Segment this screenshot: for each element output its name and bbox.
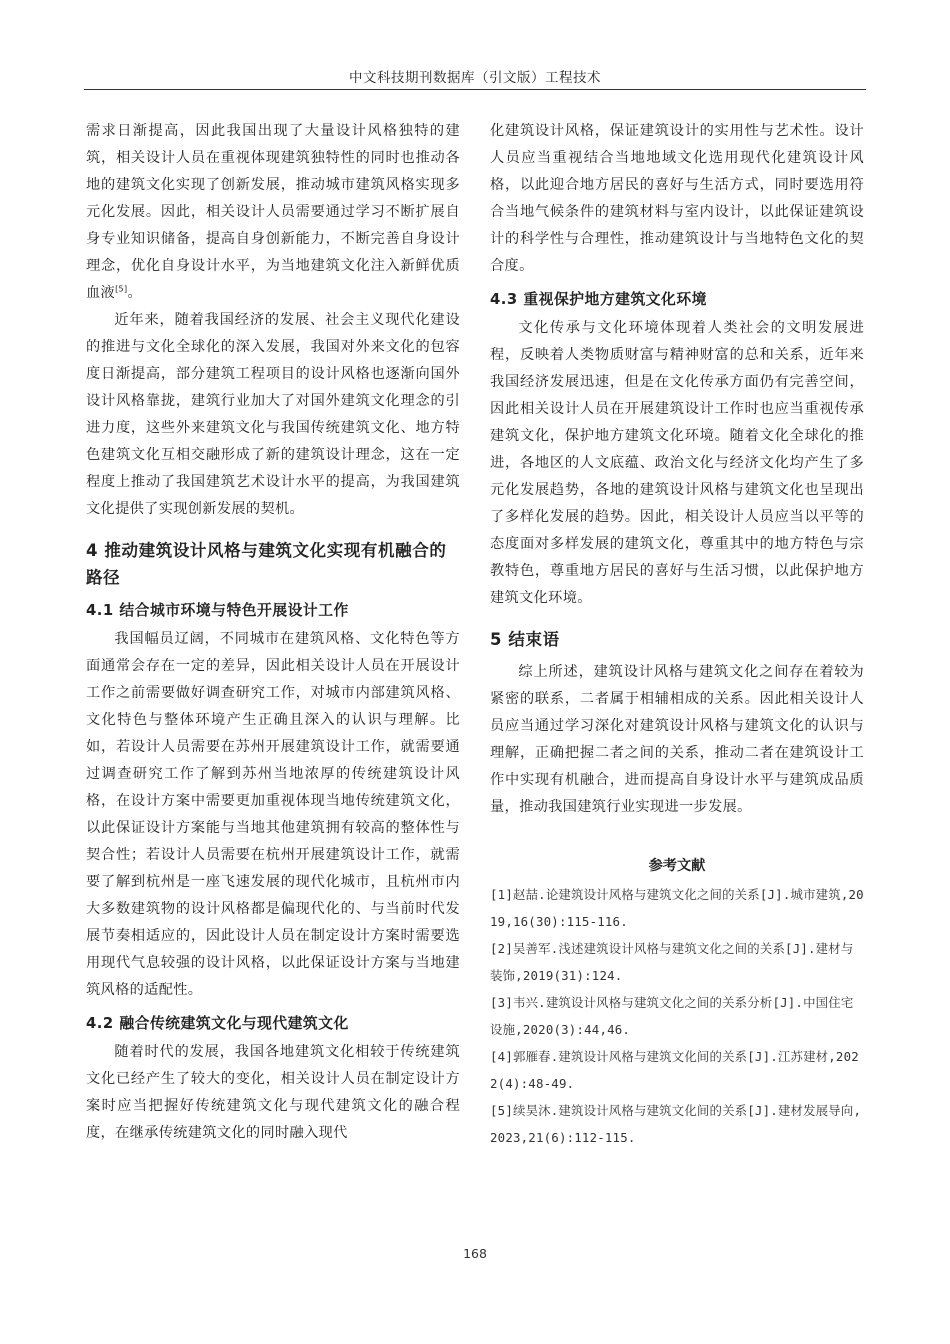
reference-item: [5]续昊沐.建筑设计风格与建筑文化间的关系[J].建材发展导向,2023,21(6):112-115.	[490, 1103, 862, 1145]
section-heading-4-2: 4.2 融合传统建筑文化与现代建筑文化	[86, 1015, 349, 1032]
citation-marker: [5]	[115, 284, 128, 294]
paragraph-4-1: 我国幅员辽阔，不同城市在建筑风格、文化特色等方面通常会存在一定的差异，因此相关设计人员在开展设计工作之前需要做好调查研究工作，对城市内部建筑风格、文化特色与整体环境产生正确且深入的认识与理解。比如，若设计人员需要在苏州开展建筑设计工作，就需要通过调查研究工作了解到苏州当地浓厚的传统建筑设计风格，在设计方案中需要更加重视体现当地传统建筑文化，以此保证设计方案能与当地其他建筑拥有较高的整体性与契合性；若设计人员需要在杭州开展建筑设计工作，就需要了解到杭州是一座飞速发展的现代化城市，且杭州市内大多数建筑物的设计风格都是偏现代化的、与当前时代发展节奏相适应的，因此设计人员在制定设计方案时需要选用现代气息较强的设计风格，以此保证设计方案与当地建筑风格的适配性。	[86, 631, 460, 998]
paragraph-continued	[86, 118, 460, 307]
reference-item: [1]赵喆.论建筑设计风格与建筑文化之间的关系[J].城市建筑,2019,16(30):115-116.	[490, 887, 864, 929]
section-heading-4-1: 4.1 结合城市环境与特色开展设计工作	[86, 602, 349, 619]
paragraph-4-2-continued: 化建筑设计风格，保证建筑设计的实用性与艺术性。设计人员应当重视结合当地地域文化选用现代化建筑设计风格，以此迎合地方居民的喜好与生活方式，同时要选用符合当地气候条件的建筑材料与室内设计，以此保证建筑设计的科学性与合理性，推动建筑设计与当地特色文化的契合度。	[490, 123, 864, 274]
paragraph-4-3: 文化传承与文化环境体现着人类社会的文明发展进程，反映着人类物质财富与精神财富的总和关系，近年来我国经济发展迅速，但是在文化传承方面仍有完善空间，因此相关设计人员在开展建筑设计工作时也应当重视传承建筑文化，保护地方建筑文化环境。随着文化全球化的推进，各地区的人文底蕴、政治文化与经济文化均产生了多元化发展趋势，各地的建筑设计风格与建筑文化也呈现出了多样化发展的趋势。因此，相关设计人员应当以平等的态度面对多样发展的建筑文化，尊重其中的地方特色与宗教特色，尊重地方居民的喜好与生活习惯，以此保护地方建筑文化环境。	[490, 320, 864, 606]
paragraph-end: 。	[127, 285, 143, 301]
section-heading-4-3: 4.3 重视保护地方建筑文化环境	[490, 291, 707, 308]
header-rule	[84, 89, 866, 90]
references-title: 参考文献	[648, 858, 706, 874]
running-header: 中文科技期刊数据库（引文版）工程技术	[349, 70, 601, 86]
reference-item: [2]吴善军.浅述建筑设计风格与建筑文化之间的关系[J].建材与装饰,2019(31):124.	[490, 941, 854, 983]
reference-item: [3]韦兴.建筑设计风格与建筑文化之间的关系分析[J].中国住宅设施,2020(3):44,46.	[490, 995, 854, 1037]
section-heading-4: 4 推动建筑设计风格与建筑文化实现有机融合的路径	[86, 541, 447, 587]
paragraph-conclusion: 综上所述，建筑设计风格与建筑文化之间存在着较为紧密的联系，二者属于相辅相成的关系。因此相关设计人员应当通过学习深化对建筑设计风格与建筑文化的认识与理解，正确把握二者之间的关系，推动二者在建筑设计工作中实现有机融合，进而提高自身设计水平与建筑成品质量，推动我国建筑行业实现进一步发展。	[490, 664, 864, 815]
left-column	[86, 118, 460, 1147]
section-heading-5: 5 结束语	[490, 630, 560, 649]
right-column	[490, 118, 864, 1151]
page-number: 168	[463, 1246, 487, 1261]
reference-item: [4]郭雁春.建筑设计风格与建筑文化间的关系[J].江苏建材,2022(4):48-49.	[490, 1049, 859, 1091]
paragraph-4-2: 随着时代的发展，我国各地建筑文化相较于传统建筑文化已经产生了较大的变化，相关设计人员在制定设计方案时应当把握好传统建筑文化与现代建筑文化的融合程度，在继承传统建筑文化的同时融入现代	[86, 1044, 460, 1141]
paragraph-globalization: 近年来，随着我国经济的发展、社会主义现代化建设的推进与文化全球化的深入发展，我国对外来文化的包容度日渐提高，部分建筑工程项目的设计风格也逐渐向国外设计风格靠拢，建筑行业加大了对国外建筑文化理念的引进力度，这些外来建筑文化与我国传统建筑文化、地方特色建筑文化互相交融形成了新的建筑设计理念，这在一定程度上推动了我国建筑艺术设计水平的提高，为我国建筑文化提供了实现创新发展的契机。	[86, 312, 460, 517]
paragraph-text: 需求日渐提高，因此我国出现了大量设计风格独特的建筑，相关设计人员在重视体现建筑独特性的同时也推动各地的建筑文化实现了创新发展，推动城市建筑风格实现多元化发展。因此，相关设计人员需要通过学习不断扩展自身专业知识储备，提高自身创新能力，不断完善自身设计理念，优化自身设计水平，为当地建筑文化注入新鲜优质血液	[86, 123, 460, 301]
